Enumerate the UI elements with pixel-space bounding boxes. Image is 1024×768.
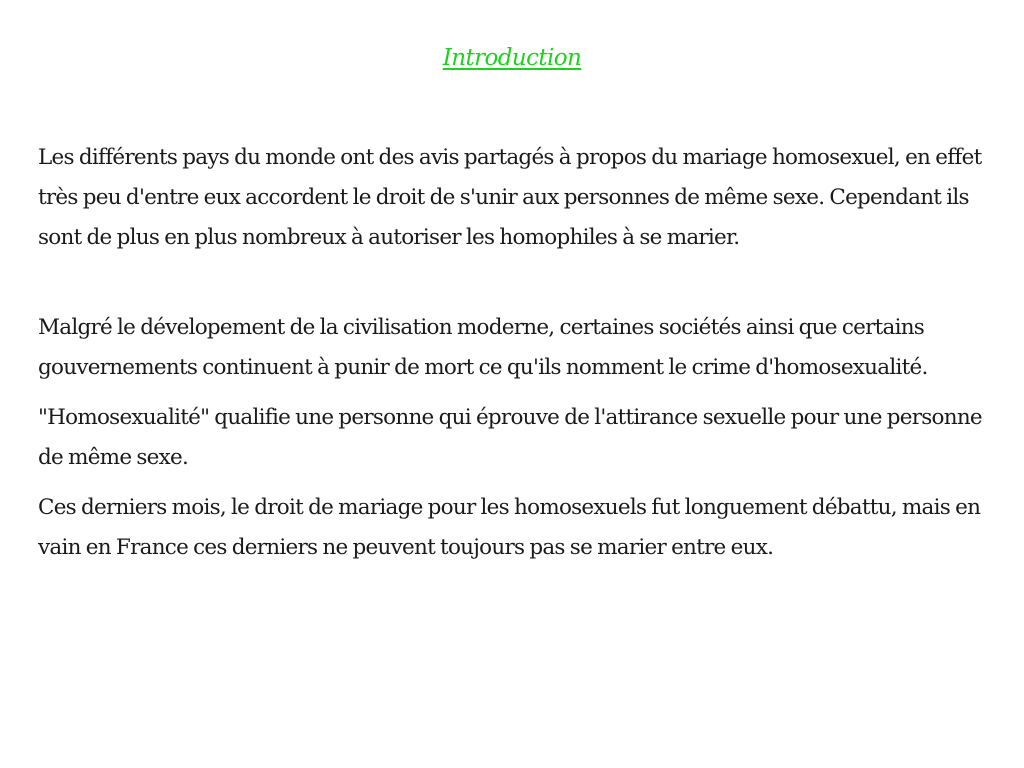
- paragraph-definition: "Homosexualité" qualifie une personne qui éprouve de l'attirance sexuelle pour une personne de même sexe.: [38, 405, 982, 470]
- slide-body: [38, 138, 988, 568]
- slide-title: Introduction: [442, 45, 582, 71]
- paragraph-intro: Les différents pays du monde ont des avis partagés à propos du mariage homosexuel, en effet très peu d'entre eux accordent le droit de s'unir aux personnes de même sexe. Cependant ils sont de plus en plus nombreux à autoriser les homophiles à se marier.: [38, 145, 982, 250]
- paragraph-france: Ces derniers mois, le droit de mariage pour les homosexuels fut longuement débattu, mais en vain en France ces derniers ne peuvent toujours pas se marier entre eux.: [38, 495, 981, 560]
- paragraph-civilisation: Malgré le dévelopement de la civilisation moderne, certaines sociétés ainsi que certains gouvernements continuent à punir de mort ce qu'ils nomment le crime d'homosexualité.: [38, 315, 928, 380]
